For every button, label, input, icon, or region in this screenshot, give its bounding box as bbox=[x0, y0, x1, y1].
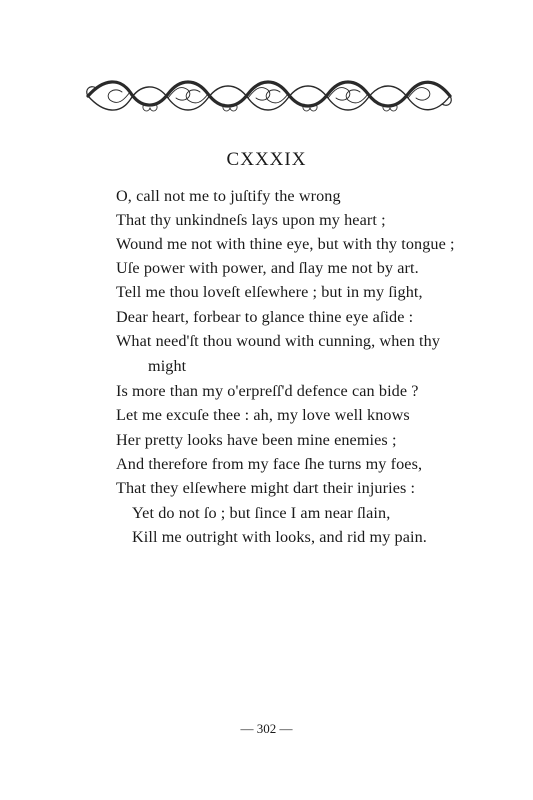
sonnet-title: CXXXIX bbox=[226, 149, 307, 170]
poem-line: Dear heart, forbear to glance thine eye aſide : bbox=[116, 308, 414, 326]
poem-line: What need'ſt thou wound with cunning, when thy bbox=[116, 332, 441, 350]
poem-line-continuation: might bbox=[148, 357, 187, 375]
poem-line: Let me excuſe thee : ah, my love well knows bbox=[116, 406, 410, 424]
poem-line: And therefore from my face ſhe turns my foes, bbox=[116, 455, 423, 473]
poem-line: Her pretty looks have been mine enemies ; bbox=[116, 431, 397, 449]
poem-line: Uſe power with power, and ſlay me not by art. bbox=[116, 259, 419, 277]
poem-line: Tell me thou loveſt elſewhere ; but in my ſight, bbox=[116, 283, 423, 301]
poem-line: Wound me not with thine eye, but with thy tongue ; bbox=[116, 235, 455, 253]
poem-line: O, call not me to juſtify the wrong bbox=[116, 187, 341, 205]
couplet-line: Yet do not ſo ; but ſince I am near ſlain, bbox=[132, 504, 391, 522]
poem-line: Is more than my o'erpreſſ'd defence can bide ? bbox=[116, 382, 419, 400]
poem-line: That they elſewhere might dart their injuries : bbox=[116, 479, 416, 497]
couplet-line: Kill me outright with looks, and rid my pain. bbox=[132, 528, 427, 546]
calligraphic-flourish-icon bbox=[84, 70, 454, 120]
poem-line: That thy unkindneſs lays upon my heart ; bbox=[116, 211, 386, 229]
page-number: — 302 — bbox=[240, 721, 293, 736]
